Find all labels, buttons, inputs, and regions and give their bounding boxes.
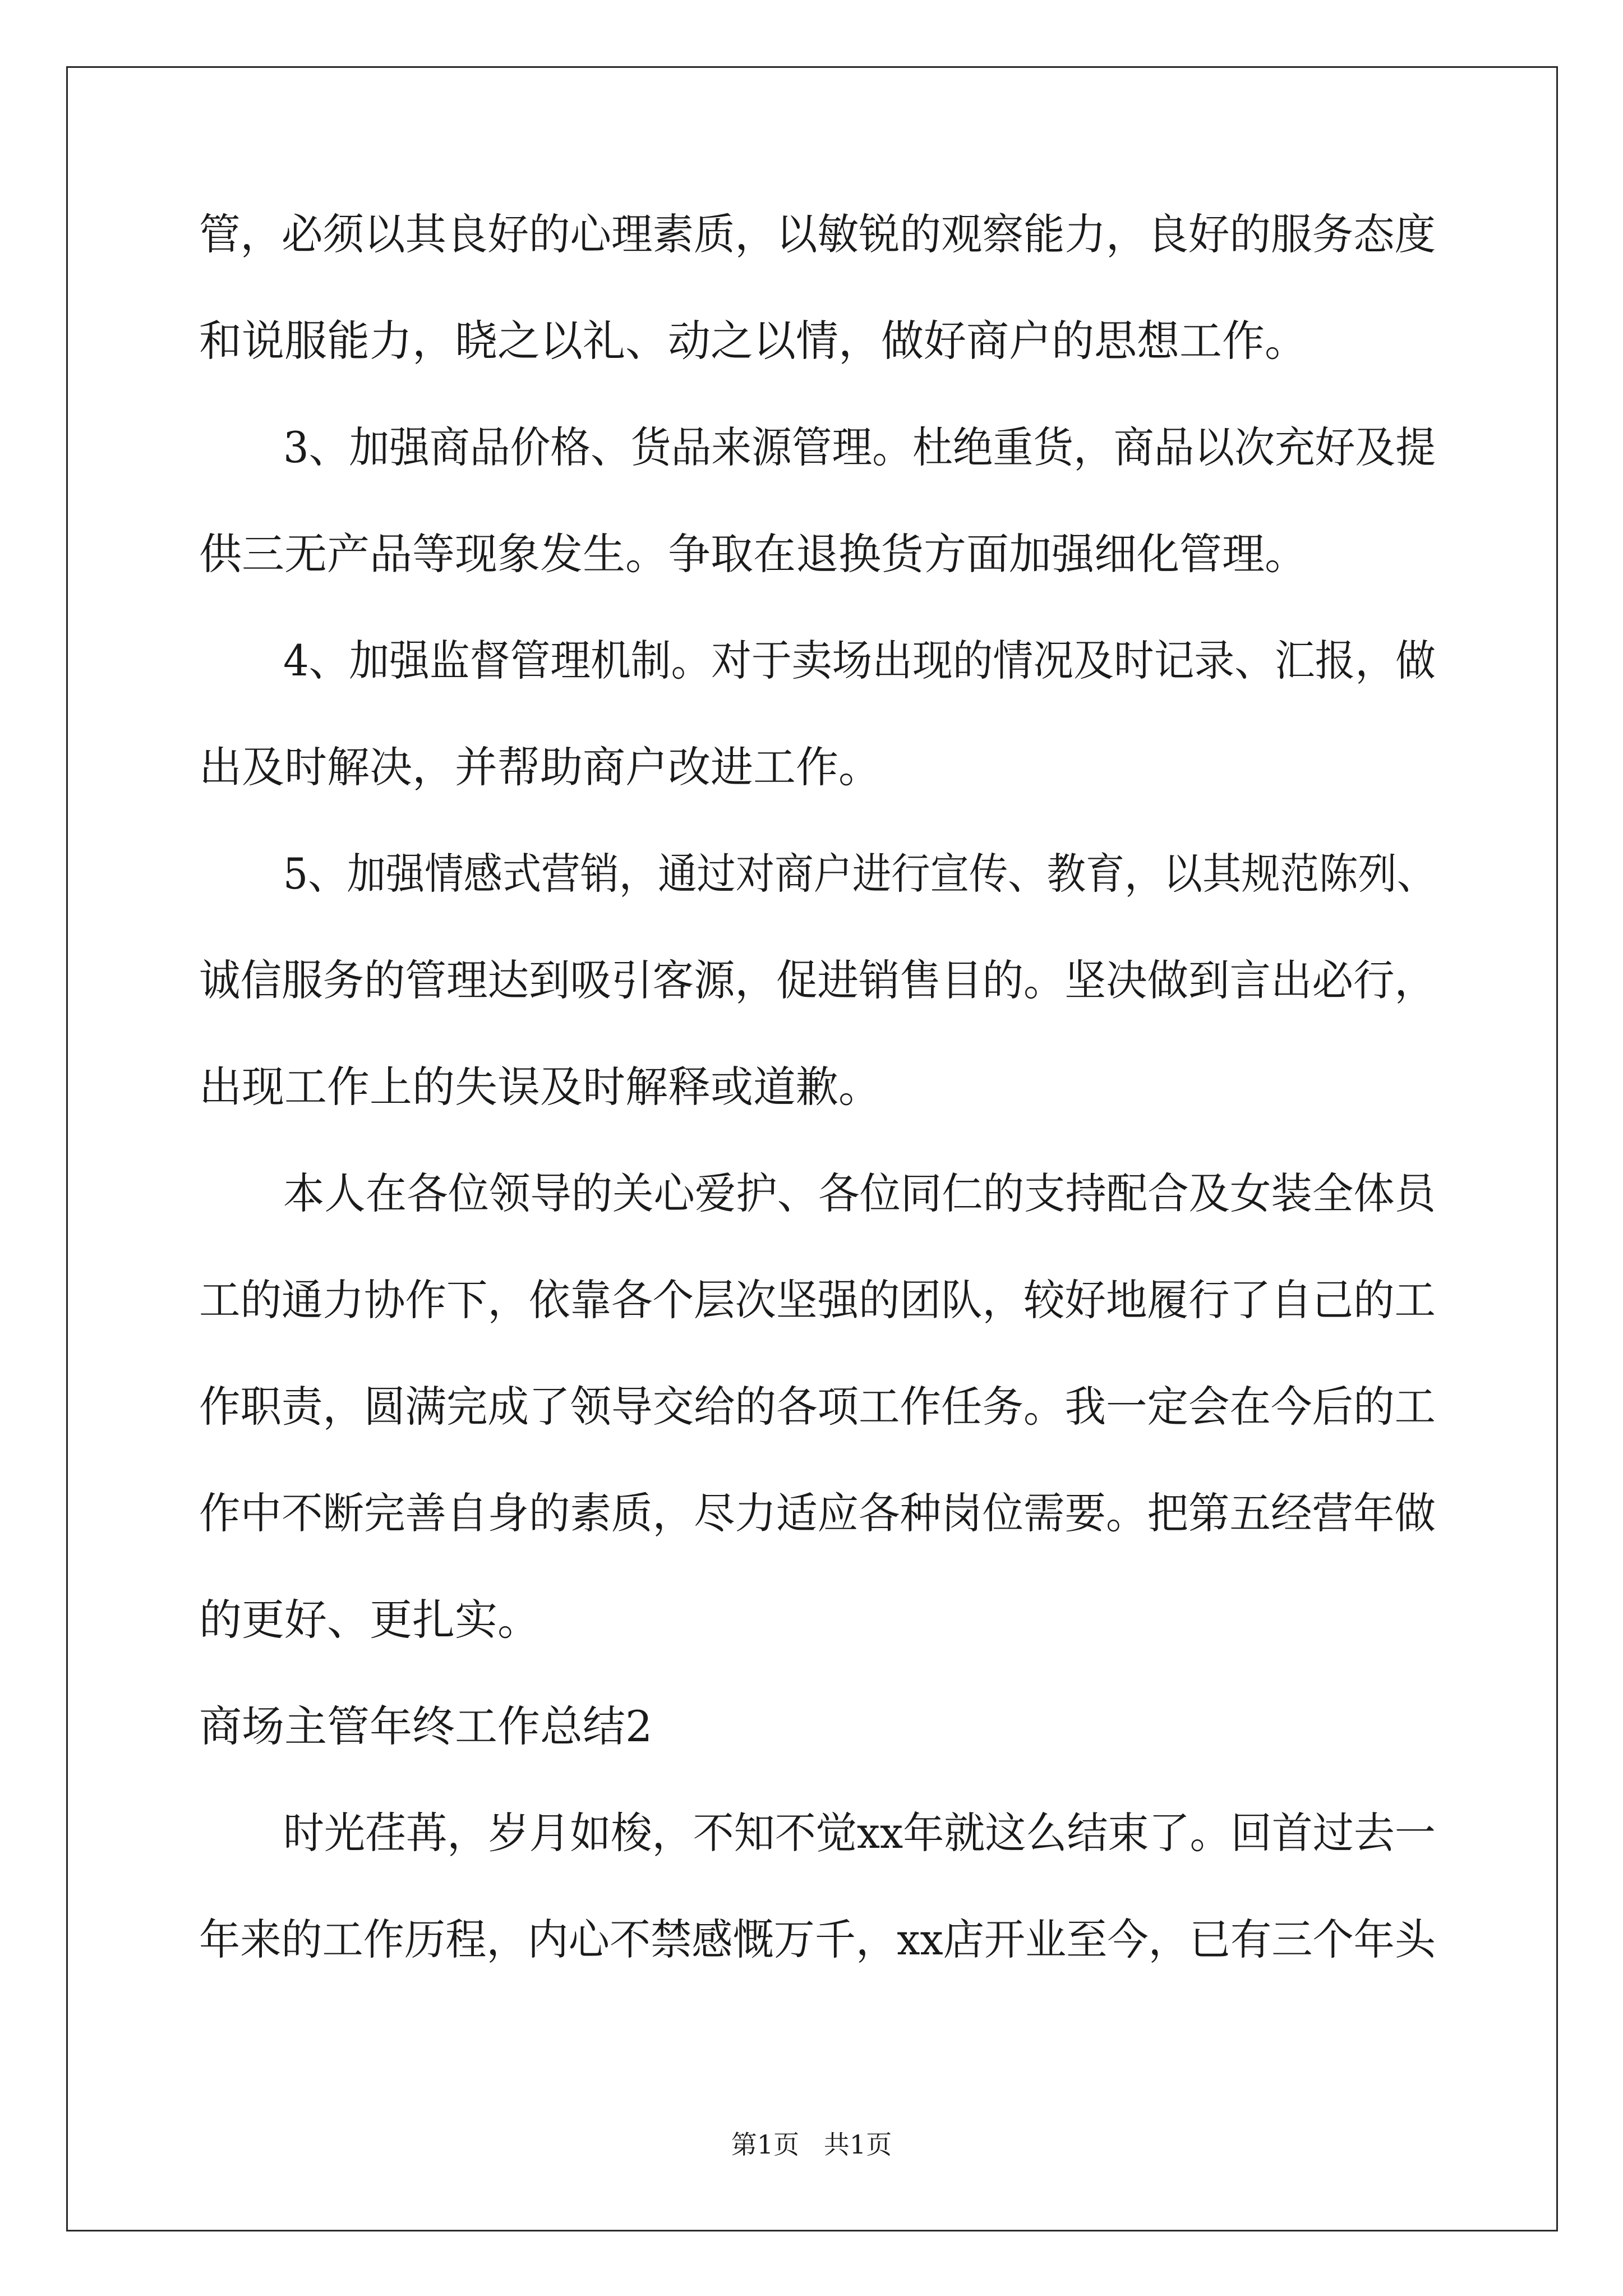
text-line: 诚信服务的管理达到吸引客源，促进销售目的。坚决做到言出必行， bbox=[199, 955, 1436, 1005]
page-footer: 第1页 共1页 bbox=[731, 2129, 892, 2160]
text-line: 出现工作上的失误及时解释或道歉。 bbox=[199, 1062, 881, 1112]
text-line: 时光荏苒，岁月如梭，不知不觉xx年就这么结束了。回首过去一 bbox=[283, 1808, 1436, 1858]
text-line: 年来的工作历程，内心不禁感慨万千，xx店开业至今，已有三个年头 bbox=[199, 1915, 1436, 1964]
text-line: 出及时解决，并帮助商户改进工作。 bbox=[199, 742, 881, 792]
text-line: 和说服能力，晓之以礼、动之以情，做好商户的思想工作。 bbox=[199, 316, 1307, 366]
text-line: 供三无产品等现象发生。争取在退换货方面加强细化管理。 bbox=[199, 529, 1307, 579]
text-line: 本人在各位领导的关心爱护、各位同仁的支持配合及女装全体员 bbox=[283, 1168, 1436, 1218]
text-line: 作中不断完善自身的素质，尽力适应各种岗位需要。把第五经营年做 bbox=[199, 1488, 1436, 1538]
text-line: 的更好、更扎实。 bbox=[199, 1595, 540, 1645]
page-border bbox=[66, 66, 1558, 2231]
text-line: 5、加强情感式营销，通过对商户进行宣传、教育，以其规范陈列、 bbox=[283, 849, 1436, 899]
section-heading: 商场主管年终工作总结2 bbox=[199, 1701, 653, 1751]
text-line: 工的通力协作下，依靠各个层次坚强的团队，较好地履行了自己的工 bbox=[199, 1275, 1436, 1325]
text-line: 管，必须以其良好的心理素质，以敏锐的观察能力，良好的服务态度 bbox=[199, 209, 1436, 259]
text-line: 3、加强商品价格、货品来源管理。杜绝重货，商品以次充好及提 bbox=[283, 422, 1436, 472]
text-line: 4、加强监督管理机制。对于卖场出现的情况及时记录、汇报，做 bbox=[283, 636, 1436, 685]
text-line: 作职责，圆满完成了领导交给的各项工作任务。我一定会在今后的工 bbox=[199, 1382, 1436, 1432]
